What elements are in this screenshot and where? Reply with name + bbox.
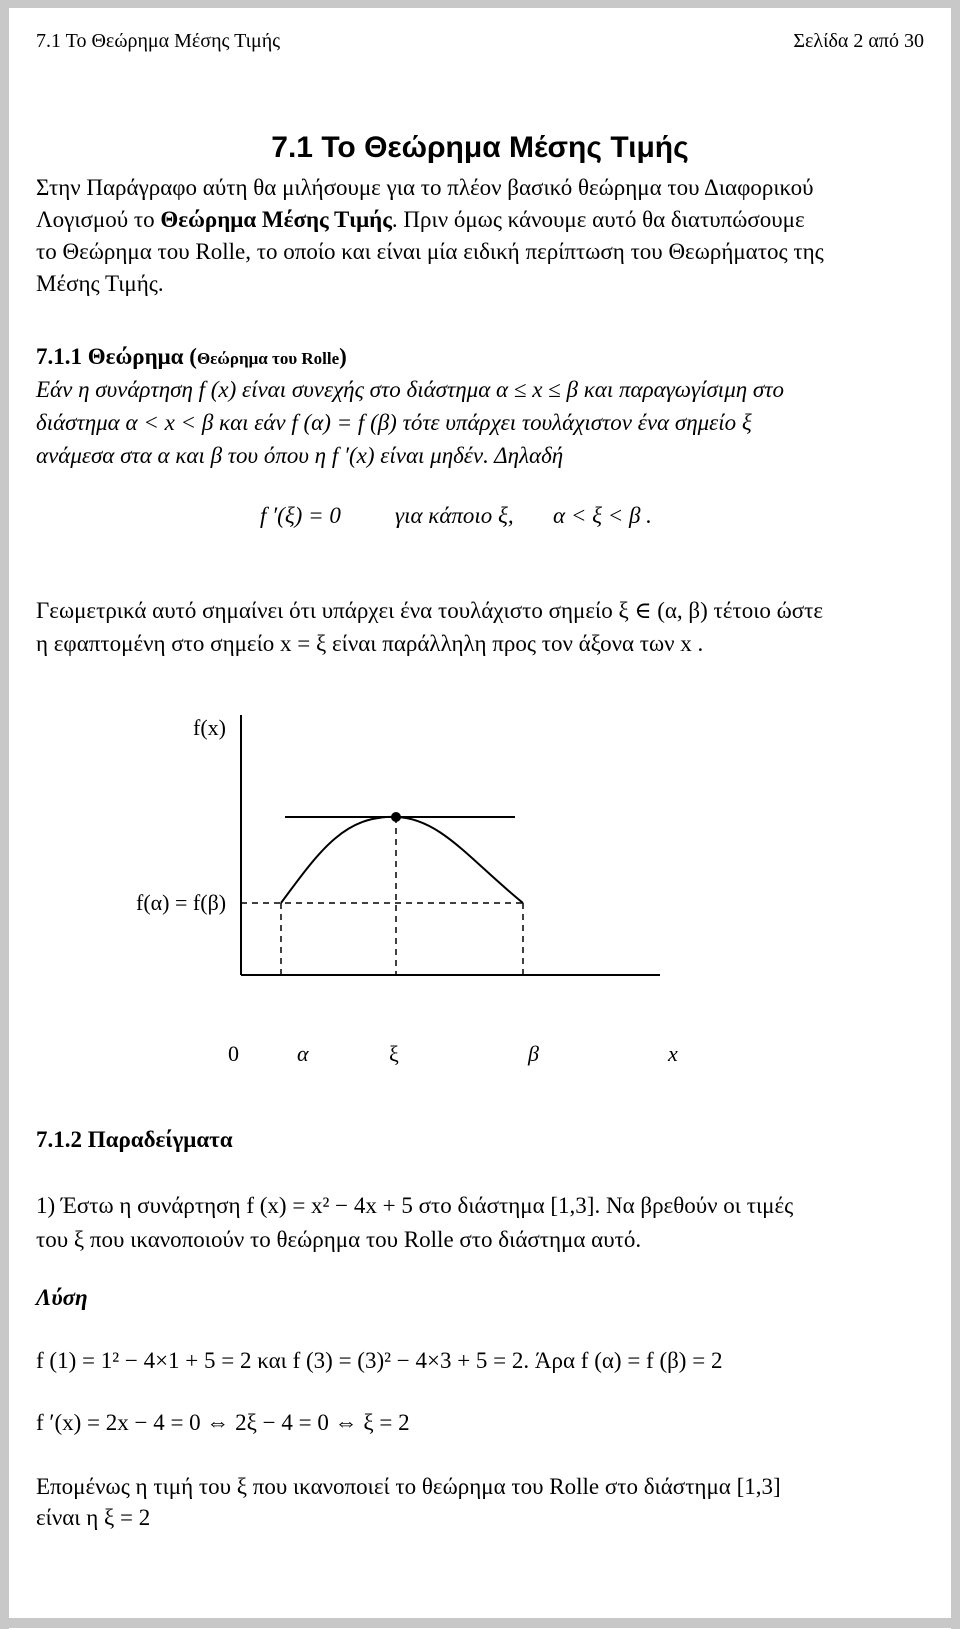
example-1-line-1: 1) Έστω η συνάρτηση f (x) = x² − 4x + 5 στο διάστημα [1,3]. Να βρεθούν οι τιμές xyxy=(36,1193,794,1218)
figure-y-label: f(x) xyxy=(193,715,226,740)
theorem-formula-range: α < ξ < β . xyxy=(553,503,652,528)
theorem-line-2: διάστημα α < x < β και εάν f (α) = f (β) τότε υπάρχει τουλάχιστον ένα σημείο ξ xyxy=(36,410,752,435)
solution-label: Λύση xyxy=(36,1285,88,1310)
figure-x-label-0: 0 xyxy=(228,1041,239,1066)
figure-x-label-alpha: α xyxy=(297,1041,309,1066)
example-1-line-2: του ξ που ικανοποιούν το θεώρημα του Rolle στο διάστημα αυτό. xyxy=(36,1227,642,1252)
theorem-formula-quantifier: για κάποιο ξ, xyxy=(395,503,514,528)
intro-line-1: Στην Παράγραφο αύτη θα μιλήσουμε για το πλέον βασικό θεώρημα του Διαφορικού xyxy=(36,175,814,200)
figure-x-label-x: x xyxy=(668,1041,678,1066)
geometric-line-1: Γεωμετρικά αυτό σημαίνει ότι υπάρχει ένα τουλάχιστο σημείο ξ ∈ (α, β) τέτοιο ώστε xyxy=(36,598,824,623)
intro-line-4: Μέσης Τιμής. xyxy=(36,271,164,296)
theorem-line-1: Εάν η συνάρτηση f (x) είναι συνεχής στο διάστημα α ≤ x ≤ β και παραγωγίσιμη στο xyxy=(36,377,784,402)
figure-x-label-beta: β xyxy=(528,1041,539,1066)
theorem-heading-close: ) xyxy=(339,344,347,369)
intro-text-cont: . Πριν όμως κάνουμε αυτό θα διατυπώσουμε xyxy=(391,207,805,232)
theorem-heading-text: 7.1.1 Θεώρημα ( xyxy=(36,344,197,369)
intro-text: Λογισμού το xyxy=(36,207,161,232)
theorem-line-3: ανάμεσα στα α και β του όπου η f ′(x) είναι μηδέν. Δηλαδή xyxy=(36,443,564,468)
intro-line-3: το Θεώρημα του Rolle, το οποίο και είναι μία ειδική περίπτωση του Θεωρήματος της xyxy=(36,239,824,264)
header-left: 7.1 Το Θεώρημα Μέσης Τιμής xyxy=(36,30,281,52)
theorem-formula-lhs: f ′(ξ) = 0 xyxy=(260,503,341,528)
solution-calc-1: f (1) = 1² − 4×1 + 5 = 2 και f (3) = (3)² − 4×3 + 5 = 2. Άρα f (α) = f (β) = 2 xyxy=(36,1348,723,1373)
section-title: 7.1 Το Θεώρημα Μέσης Τιμής xyxy=(271,131,689,164)
conclusion-line-1: Επομένως η τιμή του ξ που ικανοποιεί το θεώρημα του Rolle στο διάστημα [1,3] xyxy=(36,1474,781,1499)
solution-calc-2: f ′(x) = 2x − 4 = 0 ⇔ 2ξ − 4 = 0 ⇔ ξ = 2 xyxy=(36,1410,410,1435)
header-page-number: Σελίδα 2 από 30 xyxy=(793,30,924,52)
intro-bold-term: Θεώρημα Μέσης Τιμής xyxy=(160,207,392,232)
figure-level-label: f(α) = f(β) xyxy=(136,890,227,915)
examples-heading: 7.1.2 Παραδείγματα xyxy=(36,1127,233,1152)
conclusion-line-2: είναι η ξ = 2 xyxy=(36,1505,151,1530)
function-curve xyxy=(281,817,523,903)
geometric-line-2: η εφαπτομένη στο σημείο x = ξ είναι παράλληλη προς τον άξονα των x . xyxy=(36,631,704,656)
figure-x-label-xi: ξ xyxy=(389,1041,399,1066)
theorem-heading-subtitle: Θεώρημα του Rolle xyxy=(196,349,340,368)
